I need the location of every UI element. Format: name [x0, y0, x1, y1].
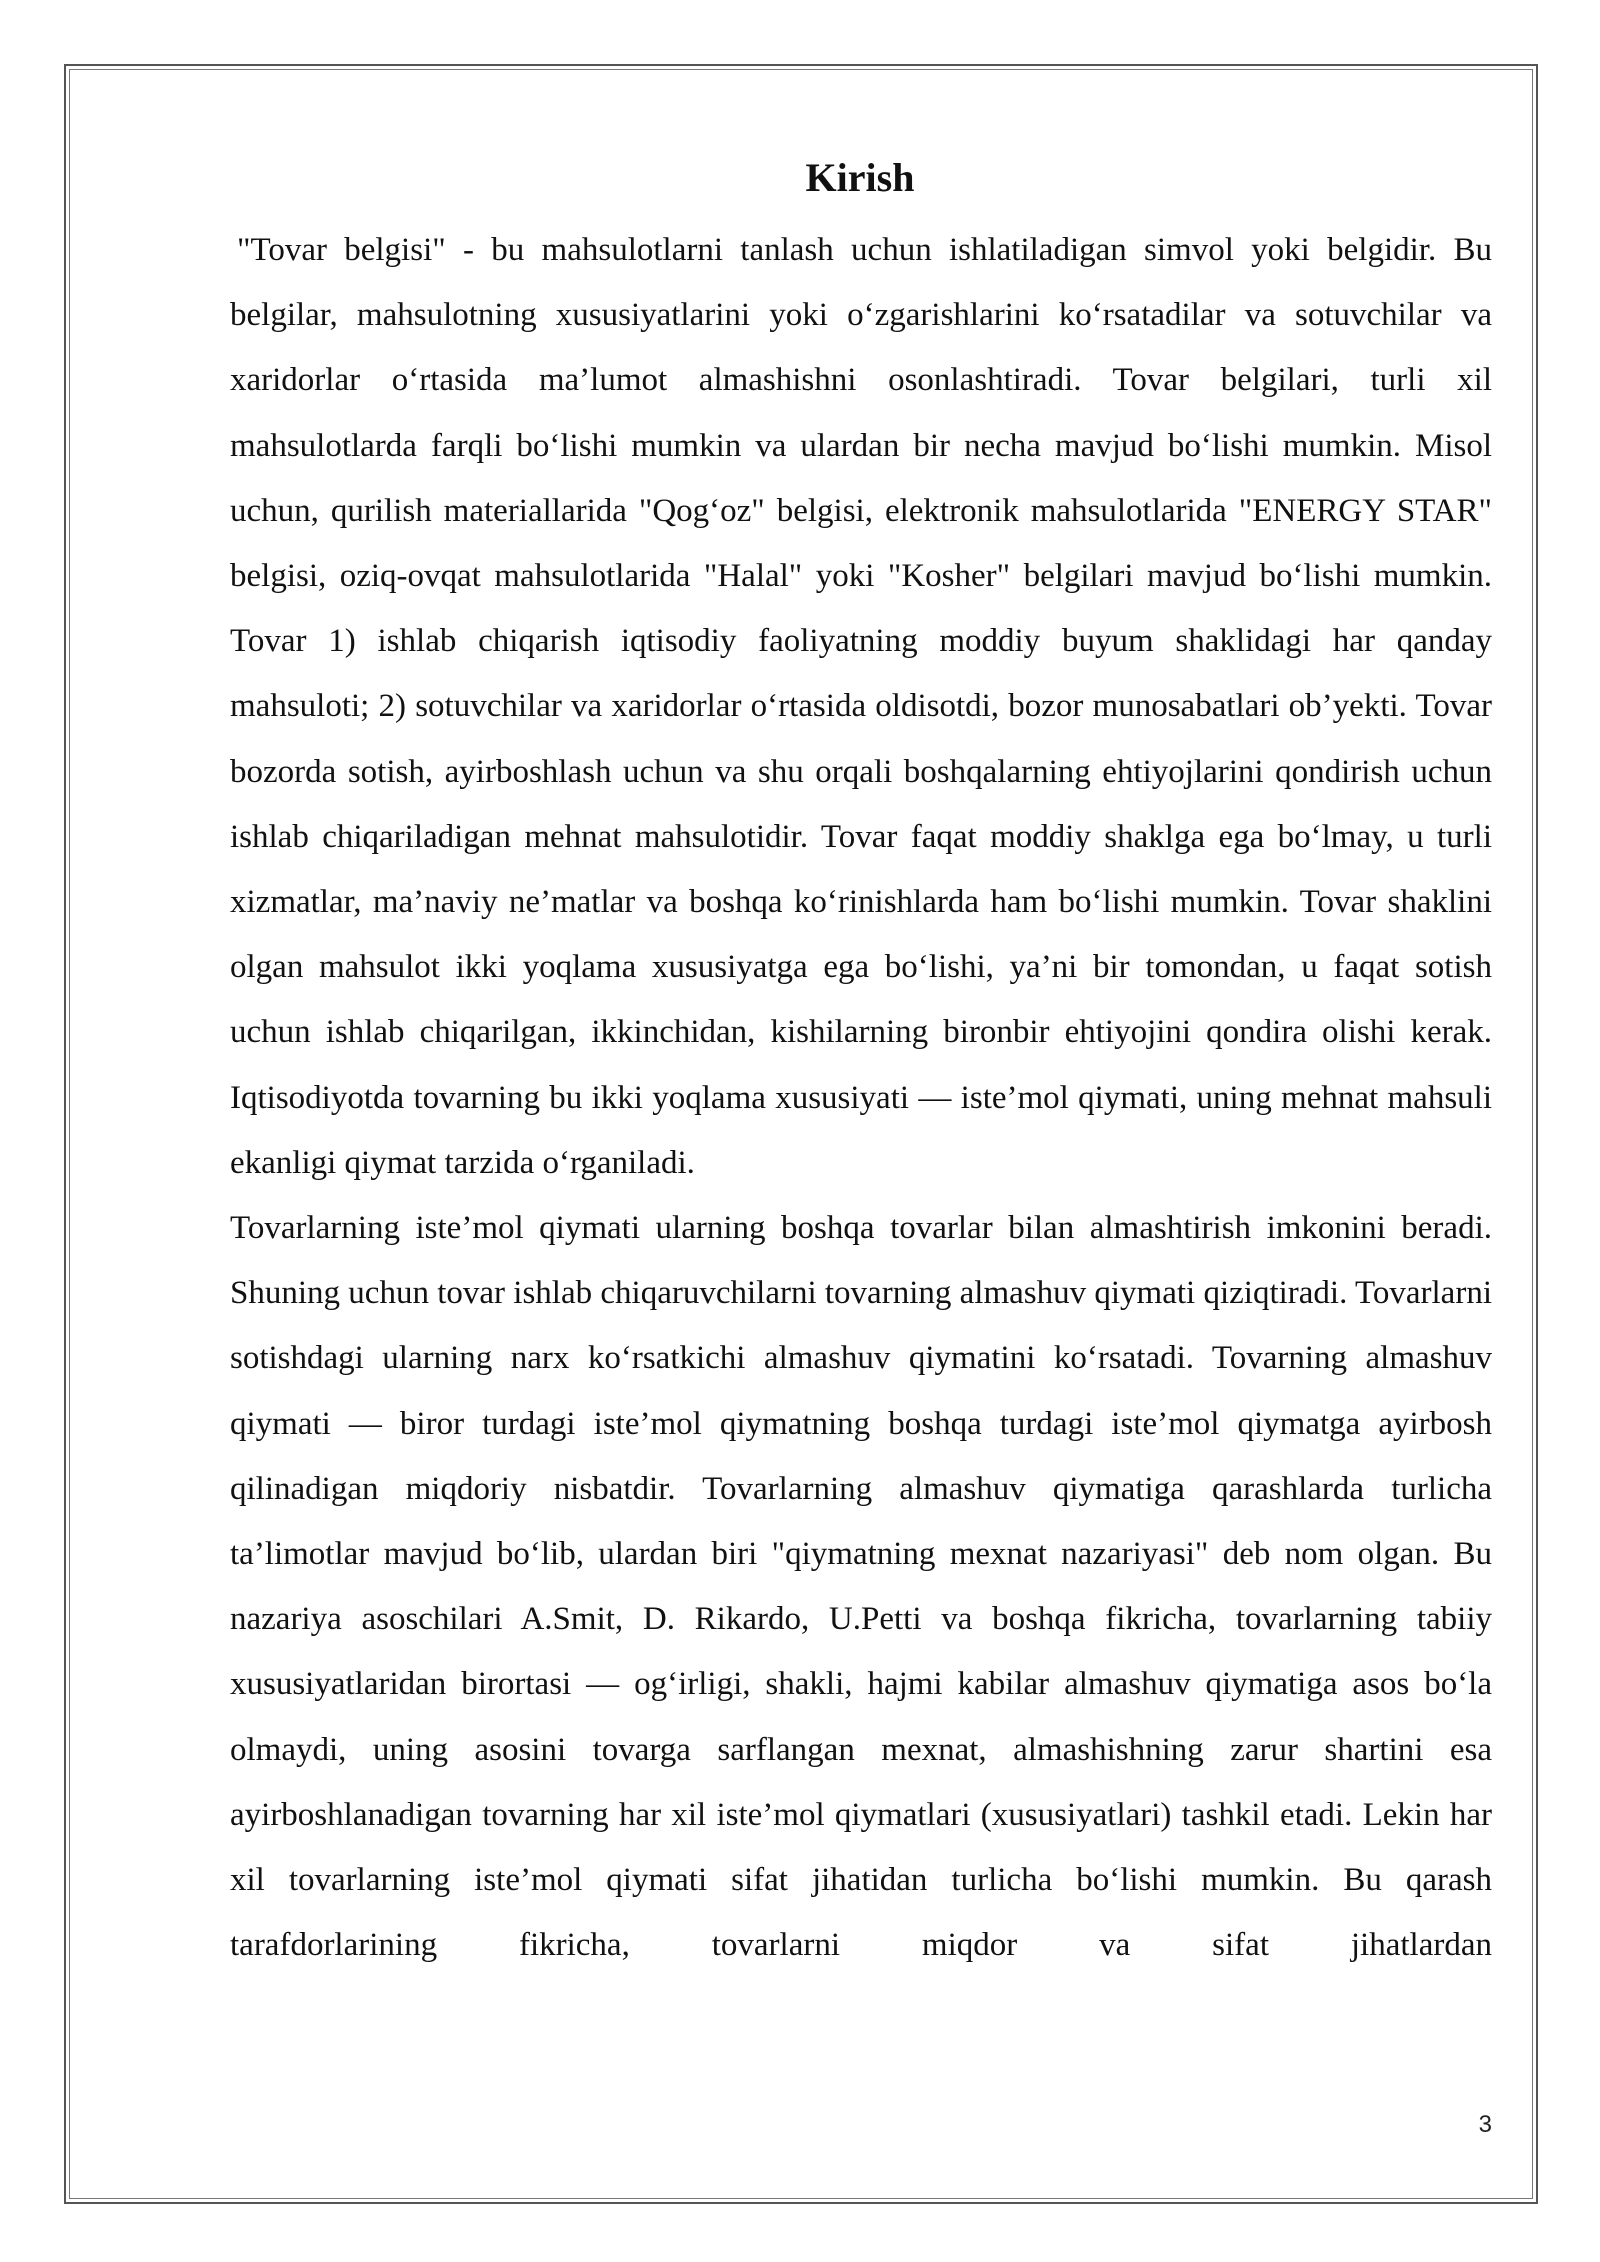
- document-body: [230, 218, 1492, 1978]
- paragraph: Tovarlarning iste’mol qiymati ularning boshqa tovarlar bilan almashtirish imkonini beradi. Shuning uchun tovar ishlab chiqaruvchilarni tovarning almashuv qiymati qiziqtiradi. Tovarlarni sotishdagi ularning narx ko‘rsatkichi almashuv qiymatini ko‘rsatadi. Tovarning almashuv qiymati — biror turdagi iste’mol qiymatning boshqa turdagi iste’mol qiymatga ayirbosh qilinadigan miqdoriy nisbatdir. Tovarlarning almashuv qiymatiga qarashlarda turlicha ta’limotlar mavjud bo‘lib, ulardan biri "qiymatning mexnat nazariyasi" deb nom olgan. Bu nazariya asoschilari A.Smit, D. Rikardo, U.Petti va boshqa fikricha, tovarlarning tabiiy xususiyatlaridan birortasi — og‘irligi, shakli, hajmi kabilar almashuv qiymatiga asos bo‘la olmaydi, uning asosini tovarga sarflangan mexnat, almashishning zarur shartini esa ayirboshlanadigan tovarning har xil iste’mol qiymatlari (xususiyatlari) tashkil etadi. Lekin har xil tovarlarning iste’mol qiymati sifat jihatidan turlicha bo‘lishi mumkin. Bu qarash tarafdorlarining fikricha, tovarlarni miqdor va sifat jihatlardan: [230, 1210, 1492, 1964]
- page-number: 3: [1478, 2111, 1492, 2138]
- paragraph: "Tovar belgisi" - bu mahsulotlarni tanlash uchun ishlatiladigan simvol yoki belgidir. Bu belgilar, mahsulotning xususiyatlarini yoki o‘zgarishlarini ko‘rsatadilar va sotuvchilar va xaridorlar o‘rtasida ma’lumot almashishni osonlashtiradi. Tovar belgilari, turli xil mahsulotlarda farqli bo‘lishi mumkin va ulardan bir necha mavjud bo‘lishi mumkin. Misol uchun, qurilish materiallarida "Qog‘oz" belgisi, elektronik mahsulotlarida "ENERGY STAR" belgisi, oziq-ovqat mahsulotlarida "Halal" yoki "Kosher" belgilari mavjud bo‘lishi mumkin. Tovar 1) ishlab chiqarish iqtisodiy faoliyatning moddiy buyum shaklidagi har qanday mahsuloti; 2) sotuvchilar va xaridorlar o‘rtasida oldisotdi, bozor munosabatlari ob’yekti. Tovar bozorda sotish, ayirboshlash uchun va shu orqali boshqalarning ehtiyojlarini qondirish uchun ishlab chiqariladigan mehnat mahsulotidir. Tovar faqat moddiy shaklga ega bo‘lmay, u turli xizmatlar, ma’naviy ne’matlar va boshqa ko‘rinishlarda ham bo‘lishi mumkin. Tovar shaklini olgan mahsulot ikki yoqlama xususiyatga ega bo‘lishi, ya’ni bir tomondan, u faqat sotish uchun ishlab chiqarilgan, ikkinchidan, kishilarning bironbir ehtiyojini qondira olishi kerak. Iqtisodiyotda tovarning bu ikki yoqlama xususiyati — iste’mol qiymati, uning mehnat mahsuli ekanligi qiymat tarzida o‘rganiladi.: [230, 232, 1492, 1181]
- page-title: Kirish: [805, 155, 915, 200]
